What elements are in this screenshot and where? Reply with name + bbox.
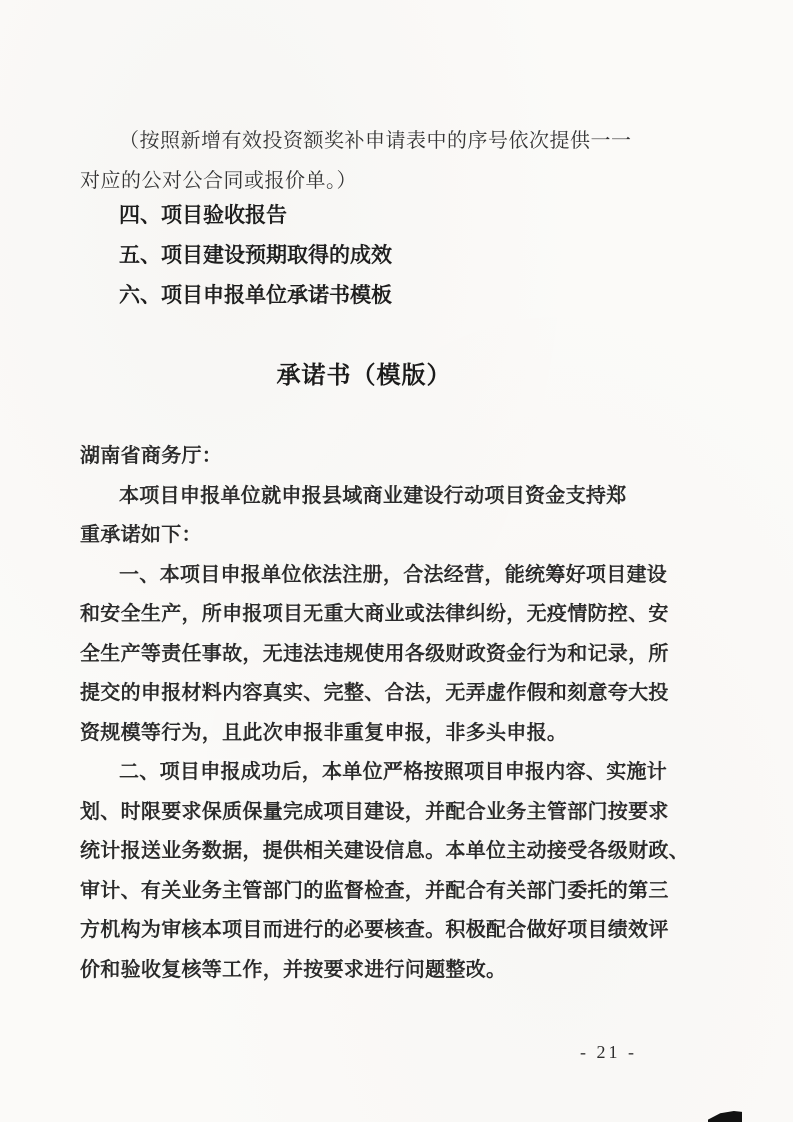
body-line: 审计、有关业务主管部门的监督检查，并配合有关部门委托的第三 (80, 879, 669, 902)
intro-note (80, 122, 720, 201)
letter-body (80, 437, 720, 990)
attachment-item: 四、项目验收报告 (119, 204, 287, 227)
body-line: 划、时限要求保质保量完成项目建设，并配合业务主管部门按要求 (80, 800, 669, 823)
document-title: 承诺书（模版） (276, 363, 452, 389)
body-line: 二、项目申报成功后，本单位严格按照项目申报内容、实施计 (119, 761, 668, 783)
body-line: 和安全生产，所申报项目无重大商业或法律纠纷，无疫情防控、安 (80, 603, 669, 625)
body-line: 重承诺如下： (80, 524, 202, 546)
body-line: 统计报送业务数据，提供相关建设信息。本单位主动接受各级财政、 (80, 840, 689, 862)
intro-line: 对应的公对公合同或报价单。） (80, 169, 357, 192)
body-line: 价和验收复核等工作，并按要求进行问题整改。 (80, 958, 507, 981)
body-line: 全生产等责任事故，无违法违规使用各级财政资金行为和记录，所 (80, 642, 669, 665)
attachment-list (80, 196, 720, 315)
body-line: 资规模等行为，且此次申报非重复申报，非多头申报。 (80, 721, 568, 744)
attachment-item: 五、项目建设预期取得的成效 (119, 243, 392, 267)
intro-line: （按照新增有效投资额奖补申请表中的序号依次提供一一 (119, 130, 632, 152)
scan-artifact-corner-mark (708, 1111, 742, 1122)
salutation: 湖南省商务厅： (80, 445, 223, 467)
body-line: 提交的申报材料内容真实、完整、合法，无弄虚作假和刻意夸大投 (80, 682, 669, 704)
attachment-item: 六、项目申报单位承诺书模板 (119, 283, 392, 307)
body-line: 本项目申报单位就申报县域商业建设行动项目资金支持郑 (119, 484, 627, 507)
body-line: 方机构为审核本项目而进行的必要核查。积极配合做好项目绩效评 (80, 919, 669, 941)
page-number: - 21 - (580, 1042, 637, 1062)
body-line: 一、本项目申报单位依法注册，合法经营，能统筹好项目建设 (119, 563, 668, 586)
